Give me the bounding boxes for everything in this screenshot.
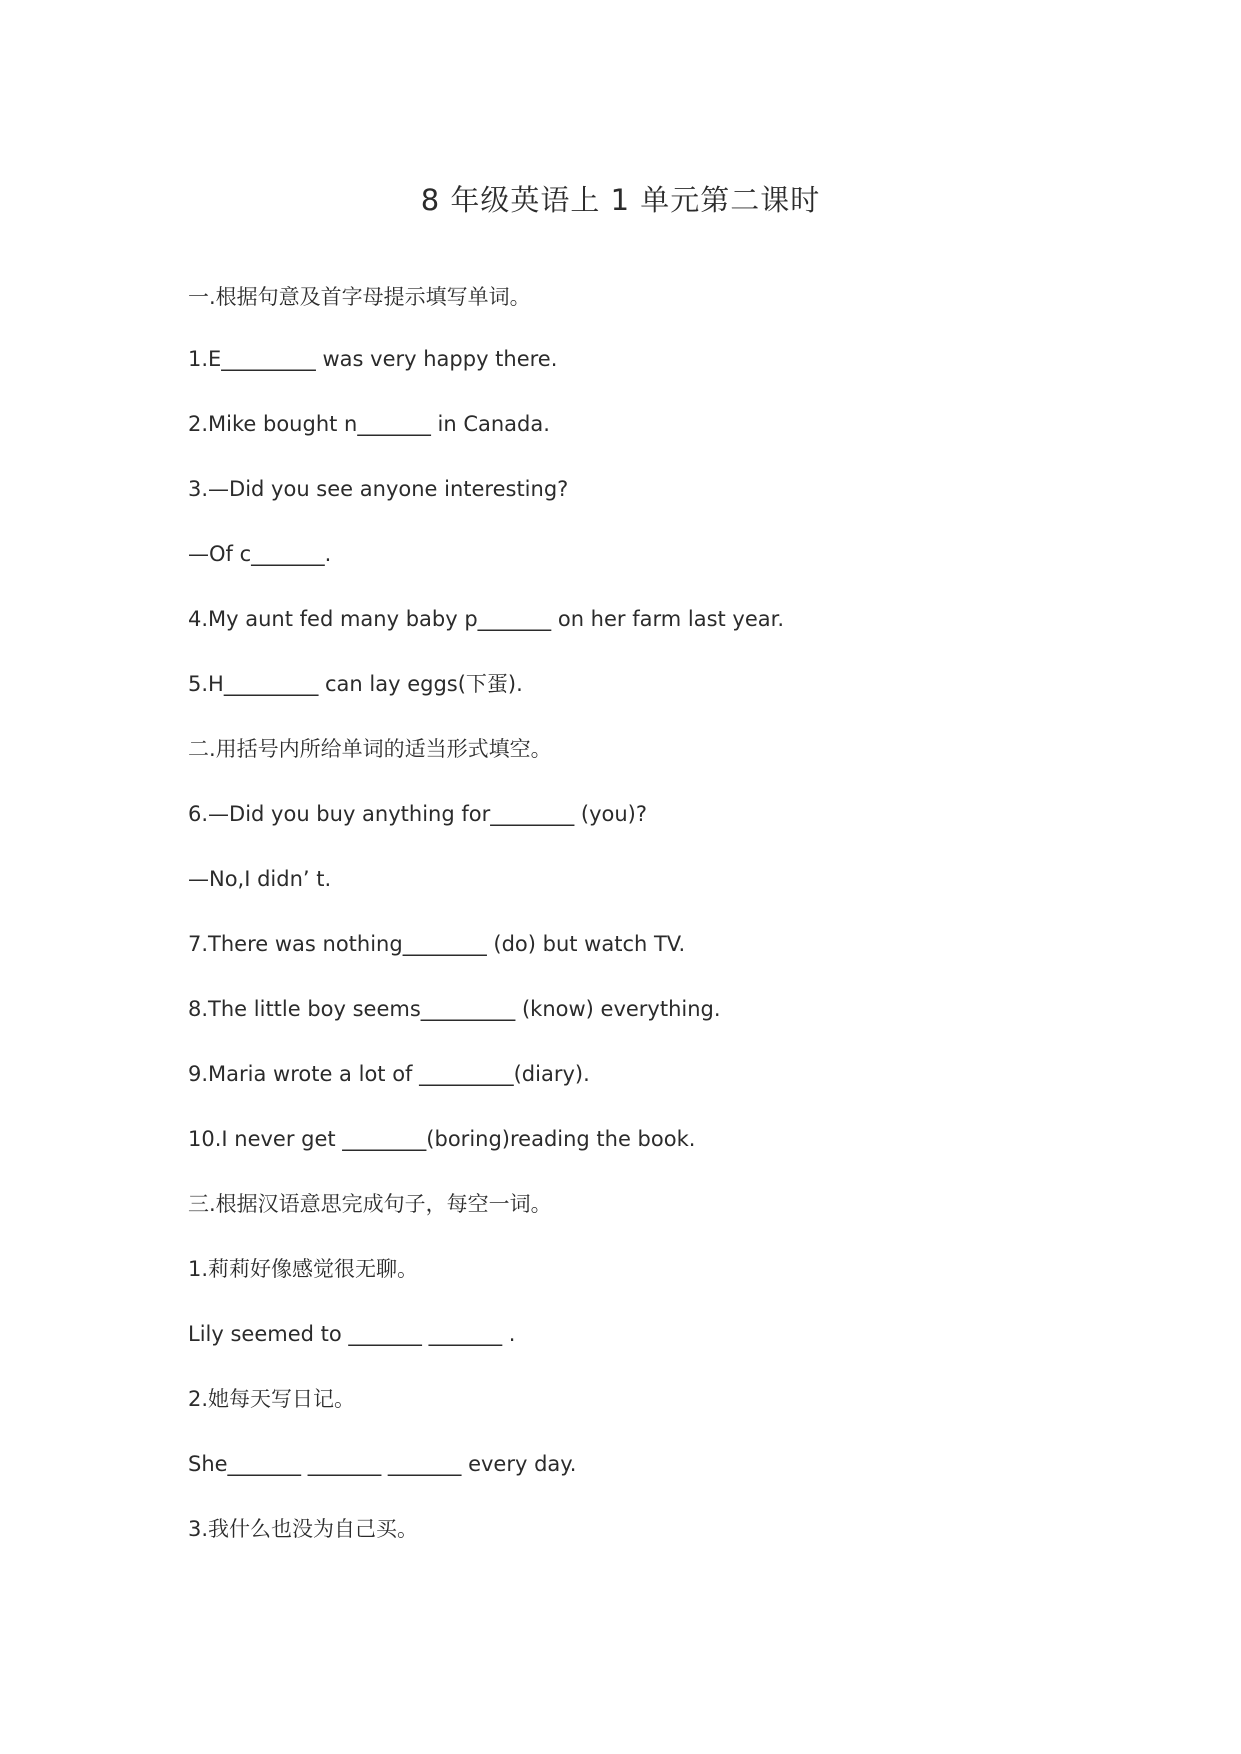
question-line: 3.我什么也没为自己买。	[188, 1517, 419, 1541]
question-line: 1.E_________ was very happy there.	[188, 347, 558, 371]
answer-line: —Of c_______.	[188, 542, 332, 566]
question-line: 2.Mike bought n_______ in Canada.	[188, 412, 550, 436]
question-line: 7.There was nothing________ (do) but watch TV.	[188, 932, 686, 956]
question-line: 2.她每天写日记。	[188, 1387, 356, 1411]
question-line: 5.H_________ can lay eggs(下蛋).	[188, 672, 523, 696]
question-line: 1.莉莉好像感觉很无聊。	[188, 1257, 419, 1281]
answer-line: —No,I didn’ t.	[188, 867, 332, 891]
question-line: 3.—Did you see anyone interesting?	[188, 477, 569, 501]
section-heading-2: 二.用括号内所给单词的适当形式填空。	[188, 737, 552, 761]
question-line: 8.The little boy seems_________ (know) everything.	[188, 997, 721, 1021]
answer-line: She_______ _______ _______ every day.	[188, 1452, 577, 1476]
answer-line: Lily seemed to _______ _______ .	[188, 1322, 516, 1346]
section-heading-3: 三.根据汉语意思完成句子，每空一词。	[188, 1192, 552, 1216]
page-title: 8 年级英语上 1 单元第二课时	[420, 183, 821, 217]
question-line: 4.My aunt fed many baby p_______ on her farm last year.	[188, 607, 785, 631]
section-heading-1: 一.根据句意及首字母提示填写单词。	[188, 285, 531, 309]
question-line: 6.—Did you buy anything for________ (you)?	[188, 802, 648, 826]
question-line: 10.I never get ________(boring)reading the book.	[188, 1127, 696, 1151]
question-line: 9.Maria wrote a lot of _________(diary).	[188, 1062, 590, 1086]
